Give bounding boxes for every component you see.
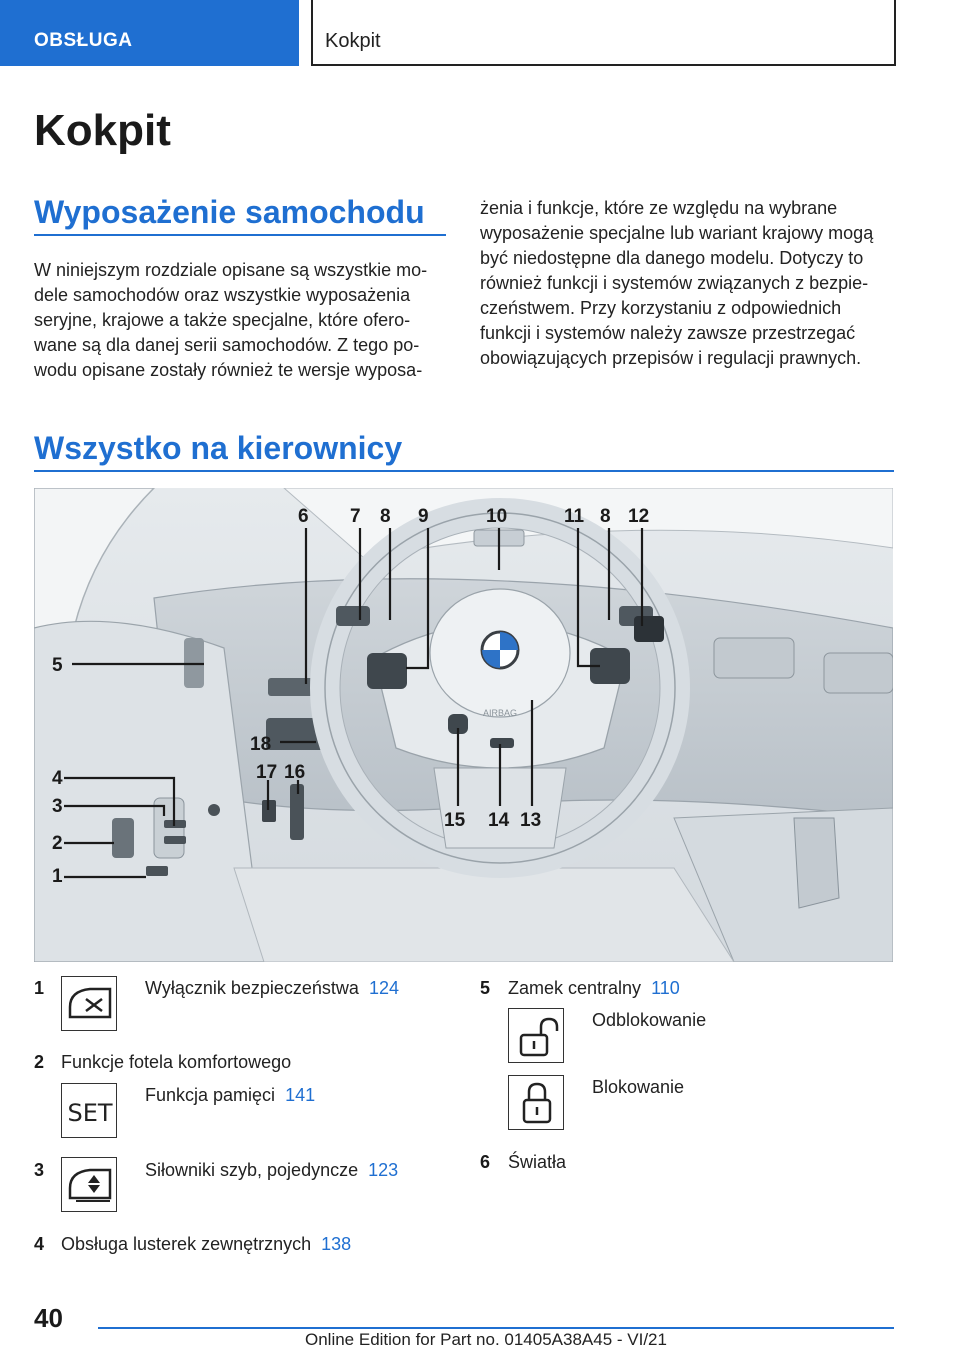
legend-label: Funkcja pamięci <box>145 1085 276 1105</box>
text-line: wyposażenie specjalne lub wariant krajowy mogą <box>480 223 874 243</box>
page-title: Kokpit <box>34 106 171 155</box>
legend-num-2: 2 <box>34 1052 45 1072</box>
text-line: obowiązujących przepisów i regulacji prawnych. <box>480 348 862 368</box>
steering-heading-rule <box>34 470 894 472</box>
cockpit-drawing <box>34 488 893 962</box>
text-line: funkcji i systemów należy zawsze przestrzegać <box>480 323 856 343</box>
callout-8-right: 8 <box>600 506 611 527</box>
callout-11: 11 <box>564 506 585 527</box>
page-header <box>0 0 960 66</box>
legend-label: Wyłącznik bezpieczeństwa <box>145 978 359 998</box>
set-button-icon <box>61 1083 117 1138</box>
equipment-text-col2 <box>480 196 873 371</box>
callout-10: 10 <box>486 506 508 527</box>
page-reference-link[interactable]: 123 <box>368 1160 399 1180</box>
page-reference-link[interactable]: 138 <box>321 1234 352 1254</box>
callout-9: 9 <box>418 506 429 527</box>
text-line: być niedostępne dla danego modelu. Dotyczy to <box>480 248 864 268</box>
lock-label: Blokowanie <box>592 1077 685 1097</box>
text-line: wane są dla danej serii samochodów. Z tego po‐ <box>34 335 420 355</box>
window-lift-icon <box>61 1157 117 1212</box>
callout-16: 16 <box>284 762 306 783</box>
callout-6: 6 <box>298 506 309 527</box>
lock-icon <box>508 1075 564 1130</box>
header-title: Kokpit <box>325 30 381 52</box>
text-line: również funkcji i systemów związanych z bezpie‐ <box>480 273 869 293</box>
legend-num-6: 6 <box>480 1152 491 1172</box>
legend-item-2: Funkcje fotela komfortowego <box>61 1052 292 1072</box>
cockpit-illustration <box>34 488 893 962</box>
callout-1: 1 <box>52 866 63 887</box>
page-reference-link[interactable]: 110 <box>651 978 680 998</box>
unlock-icon <box>508 1008 564 1063</box>
child-lock-icon <box>61 976 117 1031</box>
callout-15: 15 <box>444 810 466 831</box>
text-line: W niniejszym rozdziale opisane są wszystkie mo‐ <box>34 260 428 280</box>
text-line: wodu opisane zostały również te wersje wyposa‐ <box>34 360 423 380</box>
page-number: 40 <box>34 1303 63 1333</box>
callout-3: 3 <box>52 796 63 817</box>
footer-edition: Online Edition for Part no. 01405A38A45 - VI/21 <box>305 1330 667 1349</box>
text-line: seryjne, krajowe a także specjalne, które ofero‐ <box>34 310 411 330</box>
equipment-heading: Wyposażenie samochodu <box>34 194 425 230</box>
text-line: czeństwem. Przy korzystaniu z odpowiednich <box>480 298 842 318</box>
steering-heading: Wszystko na kierownicy <box>34 430 403 466</box>
legend-num-4: 4 <box>34 1234 45 1254</box>
text-line: żenia i funkcje, które ze względu na wybrane <box>480 198 838 218</box>
legend-item-4 <box>61 1234 351 1255</box>
legend-subitem-memory <box>145 1085 315 1106</box>
airbag-label: AIRBAG <box>482 708 518 718</box>
legend-item-1 <box>145 978 399 999</box>
page-reference-link[interactable]: 141 <box>285 1085 316 1105</box>
callout-14: 14 <box>488 810 510 831</box>
legend-num-3: 3 <box>34 1160 45 1180</box>
legend-label: Zamek centralny <box>508 978 642 998</box>
set-icon-text: SET <box>67 1099 113 1127</box>
text-line: dele samochodów oraz wszystkie wyposażenia <box>34 285 411 305</box>
callout-4: 4 <box>52 768 63 789</box>
page-reference-link[interactable]: 124 <box>368 978 399 998</box>
legend-label: Obsługa lusterek zewnętrznych <box>61 1234 312 1254</box>
callout-12: 12 <box>628 506 650 527</box>
legend-num-5: 5 <box>480 978 491 998</box>
section-tab: OBSŁUGA <box>0 0 299 66</box>
legend-num-1: 1 <box>34 978 45 998</box>
footer-rule <box>98 1327 894 1329</box>
callout-5: 5 <box>52 655 63 676</box>
legend-label: Siłowniki szyb, pojedyncze <box>145 1160 359 1180</box>
unlock-label: Odblokowanie <box>592 1010 707 1030</box>
legend-item-5 <box>508 978 680 999</box>
equipment-text-col1 <box>34 258 427 383</box>
legend-item-6: Światła <box>508 1152 567 1172</box>
equipment-heading-rule <box>34 234 446 236</box>
callout-13: 13 <box>520 810 542 831</box>
callout-8-left: 8 <box>380 506 391 527</box>
legend-item-3 <box>145 1160 398 1181</box>
header-title-box <box>311 0 896 66</box>
callout-18: 18 <box>250 734 272 755</box>
callout-7: 7 <box>350 506 361 527</box>
callout-17: 17 <box>256 762 278 783</box>
callout-2: 2 <box>52 833 63 854</box>
